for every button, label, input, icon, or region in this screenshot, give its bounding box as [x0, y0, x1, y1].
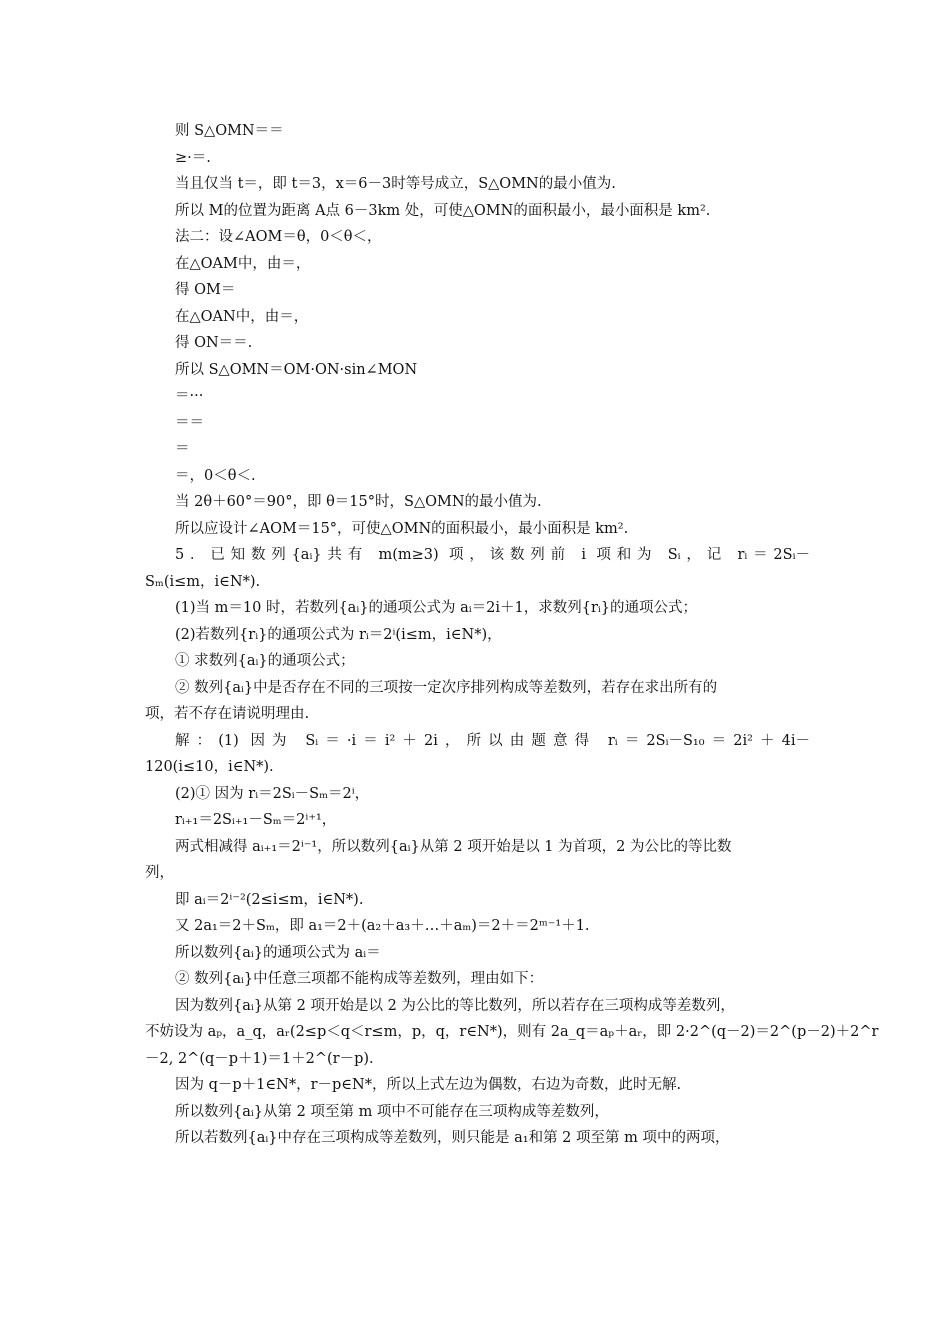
text-line: 在△OAM中，由＝， [175, 255, 311, 272]
text-line: ＝＝ [175, 414, 204, 431]
text-line: (2)① 因为 rᵢ＝2Sᵢ－Sₘ＝2ⁱ， [175, 785, 370, 802]
solution-text [145, 118, 879, 1152]
text-line: ＝··· [175, 388, 204, 404]
text-line: (2)若数列{rᵢ}的通项公式为 rᵢ＝2ⁱ(i≤m，i∈N*)， [175, 626, 502, 643]
text-line: 120(i≤10，i∈N*). [145, 759, 274, 775]
text-line: ≥·＝. [175, 149, 211, 166]
text-line: 因为 q－p＋1∈N*，r－p∈N*，所以上式左边为偶数，右边为奇数，此时无解. [175, 1077, 682, 1093]
text-line: 所以数列{aᵢ}从第 2 项至第 m 项中不可能存在三项构成等差数列， [175, 1103, 609, 1120]
text-line: 项，若不存在请说明理由. [145, 706, 310, 722]
text-line: 所以若数列{aᵢ}中存在三项构成等差数列，则只能是 a₁和第 2 项至第 m 项中的两项， [175, 1130, 730, 1146]
text-line: 解：(1) 因为 Sᵢ＝·i＝i²＋2i，所以由题意得 rᵢ＝2Sᵢ－S₁₀＝2i²＋4i－ [175, 732, 810, 749]
text-line: (1)当 m＝10 时，若数列{aᵢ}的通项公式为 aᵢ＝2i＋1，求数列{rᵢ}的通项公式； [175, 600, 698, 616]
text-line: 列， [145, 865, 174, 881]
text-line: ＝ [175, 441, 190, 457]
text-line: 不妨设为 aₚ，a_q，aᵣ(2≤p＜q＜r≤m，p，q，r∈N*)，则有 2a_q＝aₚ＋aᵣ，即 2·2^(q－2)＝2^(p－2)＋2^r [145, 1024, 879, 1040]
text-line: 法二：设∠AOM＝θ，0＜θ＜， [175, 229, 382, 245]
text-line: 得 OM＝ [175, 282, 236, 298]
text-line: 5．已知数列{aᵢ}共有 m(m≥3) 项，该数列前 i 项和为 Sᵢ，记 rᵢ＝2Sᵢ－ [175, 547, 810, 563]
text-line: ② 数列{aᵢ}中任意三项都不能构成等差数列，理由如下： [175, 971, 544, 987]
text-line: 得 ON＝＝. [175, 335, 253, 351]
text-line: ＝，0＜θ＜. [175, 467, 256, 484]
text-line: －2, 2^(q－p＋1)＝1＋2^(r－p). [145, 1050, 374, 1067]
text-line: rᵢ₊₁＝2Sᵢ₊₁－Sₘ＝2ⁱ⁺¹， [175, 812, 337, 828]
text-line: ② 数列{aᵢ}中是否存在不同的三项按一定次序排列构成等差数列，若存在求出所有的 [175, 679, 718, 696]
text-line: Sₘ(i≤m，i∈N*). [145, 573, 261, 590]
text-line: 在△OAN中，由＝， [175, 308, 309, 325]
text-line: 所以应设计∠AOM＝15°，可使△OMN的面积最小，最小面积是 km². [175, 520, 629, 537]
text-line: 即 aᵢ＝2ⁱ⁻²(2≤i≤m，i∈N*). [175, 891, 364, 908]
text-line: 则 S△OMN＝＝ [175, 123, 284, 139]
text-line: 当 2θ＋60°＝90°，即 θ＝15°时，S△OMN的最小值为. [175, 494, 542, 510]
text-line: 所以 M的位置为距离 A点 6－3km 处，可使△OMN的面积最小，最小面积是 km². [175, 202, 711, 219]
text-line: 所以数列{aᵢ}的通项公式为 aᵢ＝ [175, 944, 381, 961]
text-line: 所以 S△OMN＝OM·ON·sin∠MON [175, 361, 418, 378]
text-line: 两式相减得 aᵢ₊₁＝2ⁱ⁻¹，所以数列{aᵢ}从第 2 项开始是以 1 为首项，2 为公比的等比数 [175, 838, 732, 855]
text-line: ① 求数列{aᵢ}的通项公式； [175, 653, 355, 669]
text-line: 因为数列{aᵢ}从第 2 项开始是以 2 为公比的等比数列，所以若存在三项构成等差数列， [175, 997, 735, 1014]
text-line: 当且仅当 t＝，即 t＝3，x＝6－3时等号成立，S△OMN的最小值为. [175, 176, 616, 192]
text-line: 又 2a₁＝2＋Sₘ，即 a₁＝2＋(a₂＋a₃＋…＋aₘ)＝2＋＝2ᵐ⁻¹＋1. [175, 918, 590, 934]
